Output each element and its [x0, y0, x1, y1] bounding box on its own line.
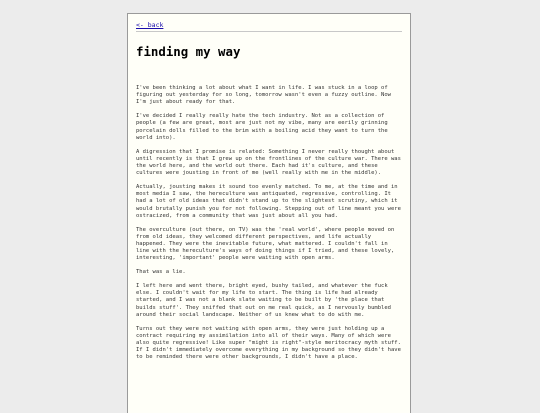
post-paragraph: I've decided I really really hate the tech industry. Not as a collection of people (a few are great, most are just not my vibe, many are eerily grinning porcelain dolls filled to the brim with a boiling acid they want to turn the world into). [136, 113, 388, 141]
post-title: finding my way [136, 44, 241, 59]
blog-post-page [127, 13, 411, 413]
header-divider [136, 31, 402, 32]
post-paragraph: Actually, jousting makes it sound too evenly matched. To me, at the time and in most media I saw, the hereculture was antiquated, regressive, controlling. It had a lot of old ideas that didn't stand up to the slightest scrutiny, which it would brutally punish you for not following. Stepping out of line meant you were ostracized, from a community that was just about all you had. [136, 184, 401, 219]
back-link[interactable]: <- back [136, 21, 164, 29]
post-body [136, 85, 402, 362]
post-paragraph: Turns out they were not waiting with open arms, they were just holding up a contract requiring my assimilation into all of their ways. Many of which were also quite regressive! Like super "might is right"-style meritocracy myth stuff. If I didn't immediately overcome everything in my background so they didn't have to be reminded there were other backgrounds, I didn't have a place. [136, 325, 401, 361]
post-paragraph: A digression that I promise is related: Something I never really thought about until recently is that I grew up on the frontlines of the culture war. There was the world here, and the world out there. Each had it's culture, and these cultures were jousting in front of me (well really with me in the middle). [136, 148, 401, 177]
post-paragraph: I left here and went there, bright eyed, bushy tailed, and whatever the fuck else. I couldn't wait for my life to start. The thing is life had already started, and I was not a blank slate waiting to be built by 'the place that builds stuff'. They sniffed that out on me real quick, as I nervously bumbled around their social landscape. Neither of us knew what to do with me. [136, 283, 391, 318]
post-paragraph: That was a lie. [136, 269, 186, 276]
post-paragraph: I've been thinking a lot about what I want in life. I was stuck in a loop of figuring out yesterday for so long, tomorrow wasn't even a fuzzy outline. Now I'm just about ready for that. [136, 85, 391, 106]
post-paragraph: The overculture (out there, on TV) was the 'real world', where people moved on from old ideas, they welcomed different perspectives, and life actually happened. They were the inevitable future, what mattered. I couldn't fall in line with the hereculture's ways of doing things if I tried, and these lovely, interesting, 'important' people were waiting with open arms. [136, 226, 395, 262]
